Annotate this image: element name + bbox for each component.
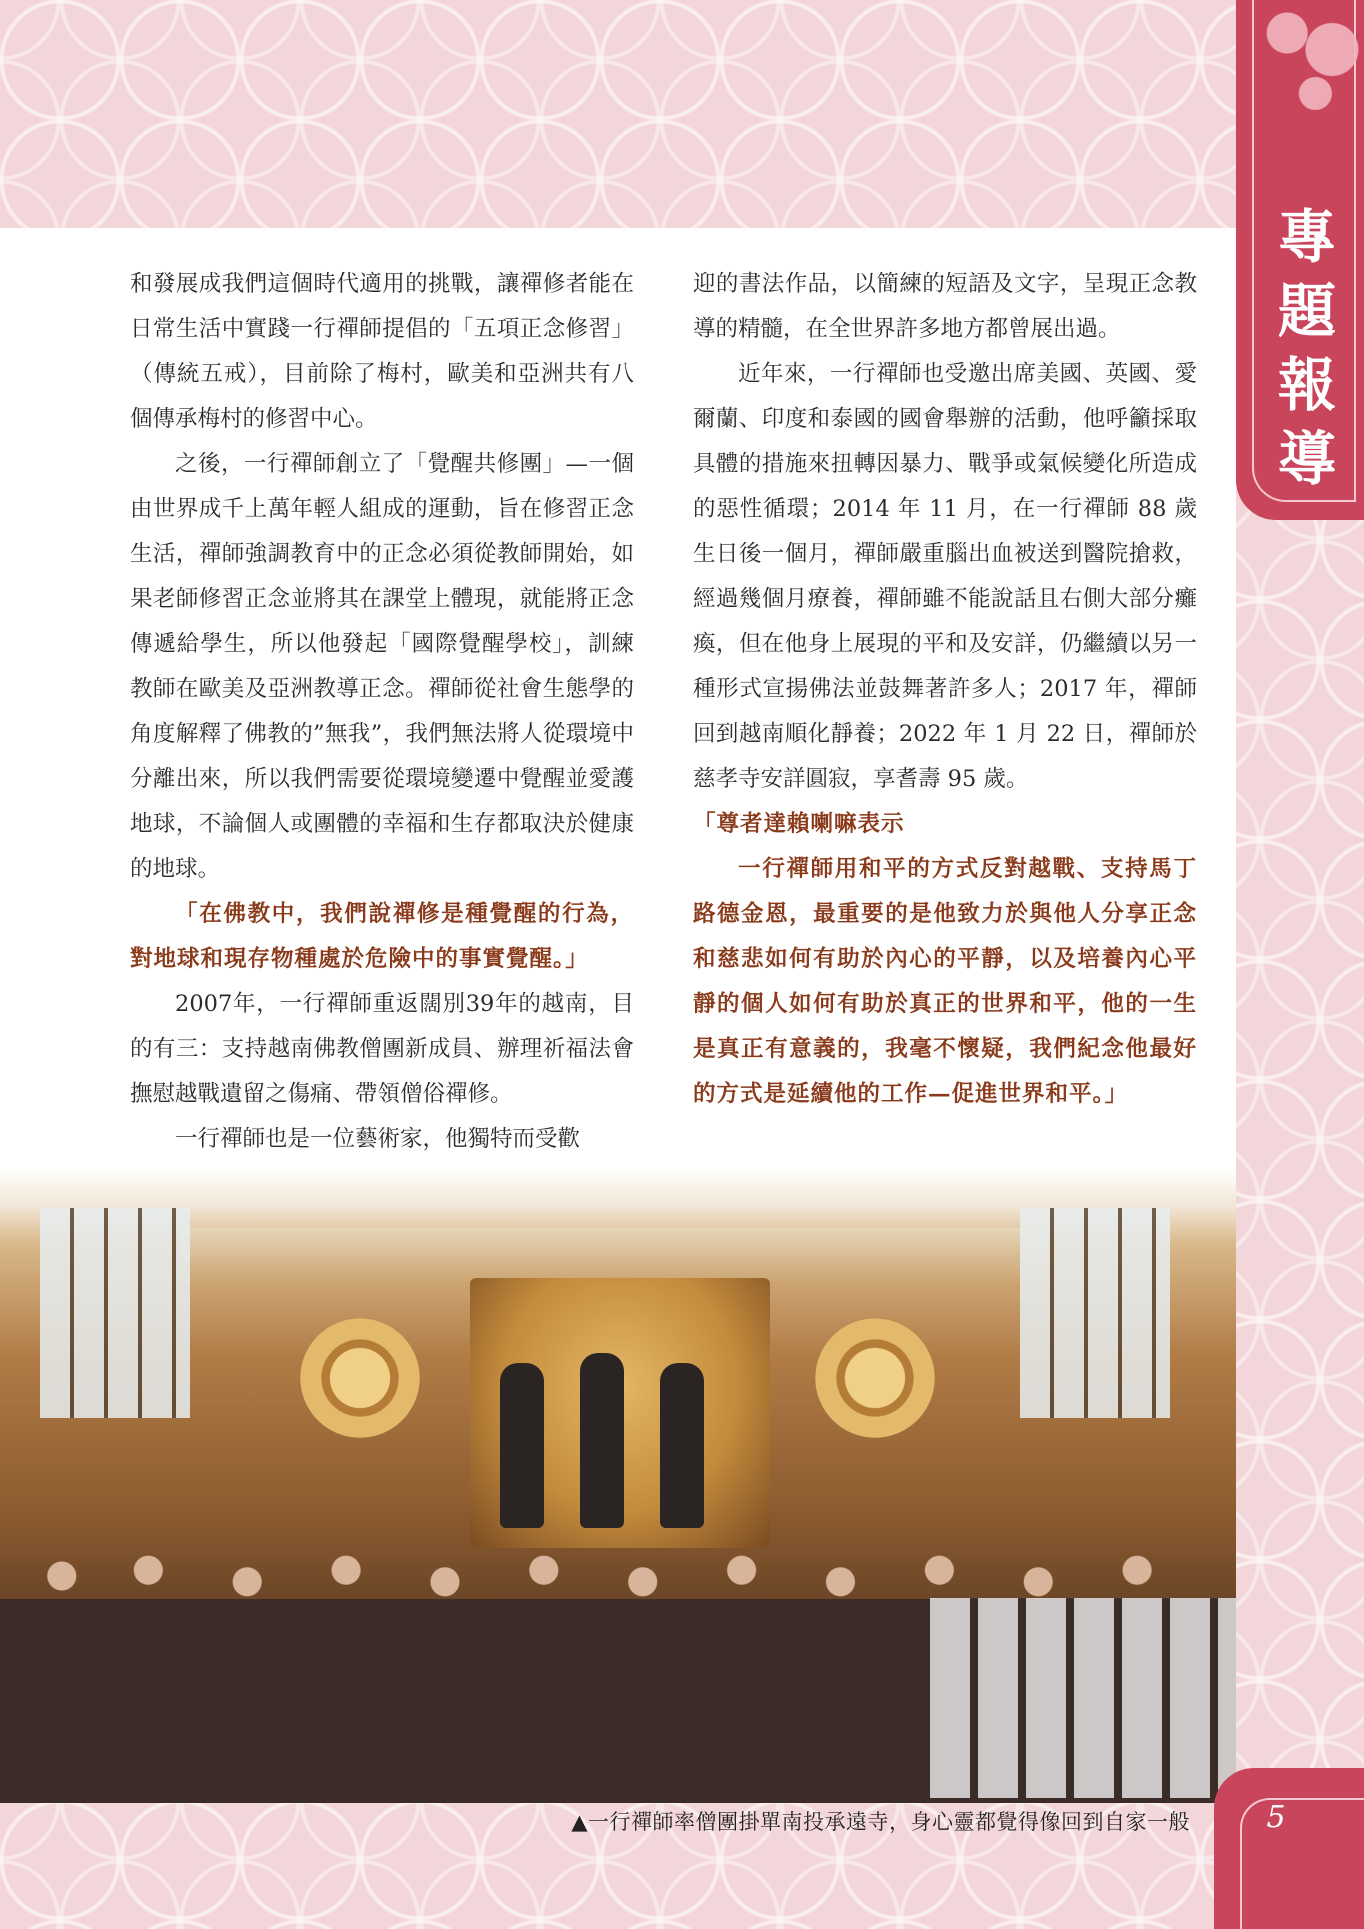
quote-paragraph: 一行禪師用和平的方式反對越戰、支持馬丁路德金恩，最重要的是他致力於與他人分享正念和慈悲如何有助於內心的平靜，以及培養內心平靜的個人如何有助於真正的世界和平，他的一生是真正有意義的，我毫不懷疑，我們紀念他最好的方式是延續他的工作—促進世界和平。」 <box>693 856 1197 1107</box>
section-title <box>1262 200 1352 496</box>
section-title-char: 報 <box>1277 351 1336 419</box>
quote-paragraph: 「在佛教中，我們說禪修是種覺醒的行為，對地球和現存物種處於危險中的事實覺醒。」 <box>130 901 634 972</box>
floral-ornament-icon <box>1236 0 1364 110</box>
paragraph: 迎的書法作品，以簡練的短語及文字，呈現正念教導的精髓，在全世界許多地方都曾展出過。 <box>693 271 1197 342</box>
page-number: 5 <box>1266 1800 1286 1835</box>
paragraph: 近年來，一行禪師也受邀出席美國、英國、愛爾蘭、印度和泰國的國會舉辦的活動，他呼籲採取具體的措施來扭轉因暴力、戰爭或氣候變化所造成的惡性循環；2014 年 11 月，在一行禪師 88 歲生日後一個月，禪師嚴重腦出血被送到醫院搶救，經過幾個月療養，禪師雖不能說話且右側大部分癱瘓，但在他身上展現的平和及安詳，仍繼續以另一種形式宣揚佛法並鼓舞著許多人；2017 年，禪師回到越南順化靜養；2022 年 1 月 22 日，禪師於慈孝寺安詳圓寂，享耆壽 95 歲。 <box>693 361 1197 792</box>
paragraph: 之後，一行禪師創立了「覺醒共修團」—一個由世界成千上萬年輕人組成的運動，旨在修習正念生活，禪師強調教育中的正念必須從教師開始，如果老師修習正念並將其在課堂上體現，就能將正念傳遞給學生，所以他發起「國際覺醒學校」，訓練教師在歐美及亞洲教導正念。禪師從社會生態學的角度解釋了佛教的”無我”，我們無法將人從環境中分離出來，所以我們需要從環境變遷中覺醒並愛護地球，不論個人或團體的幸福和生存都取決於健康的地球。 <box>130 451 634 882</box>
paragraph: 和發展成我們這個時代適用的挑戰，讓禪修者能在日常生活中實踐一行禪師提倡的「五項正念修習」（傳統五戒），目前除了梅村，歐美和亞洲共有八個傳承梅村的修習中心。 <box>130 271 634 432</box>
group-photo <box>0 1168 1236 1803</box>
section-title-char: 導 <box>1277 425 1336 493</box>
quote-heading: 「尊者達賴喇嘛表示 <box>693 811 905 837</box>
paragraph: 2007年，一行禪師重返闊別39年的越南，目的有三：支持越南佛教僧團新成員、辦理祈福法會撫慰越戰遺留之傷痛、帶領僧俗禪修。 <box>130 991 634 1107</box>
section-title-char: 題 <box>1277 277 1336 345</box>
article-column-left <box>130 262 634 1162</box>
section-title-char: 專 <box>1277 203 1336 271</box>
photo-caption: ▲一行禪師率僧團掛單南投承遠寺，身心靈都覺得像回到自家一般 <box>571 1810 1190 1834</box>
page-badge <box>1214 1768 1364 1929</box>
paragraph: 一行禪師也是一位藝術家，他獨特而受歡 <box>175 1126 581 1152</box>
article-column-right <box>693 262 1197 1117</box>
